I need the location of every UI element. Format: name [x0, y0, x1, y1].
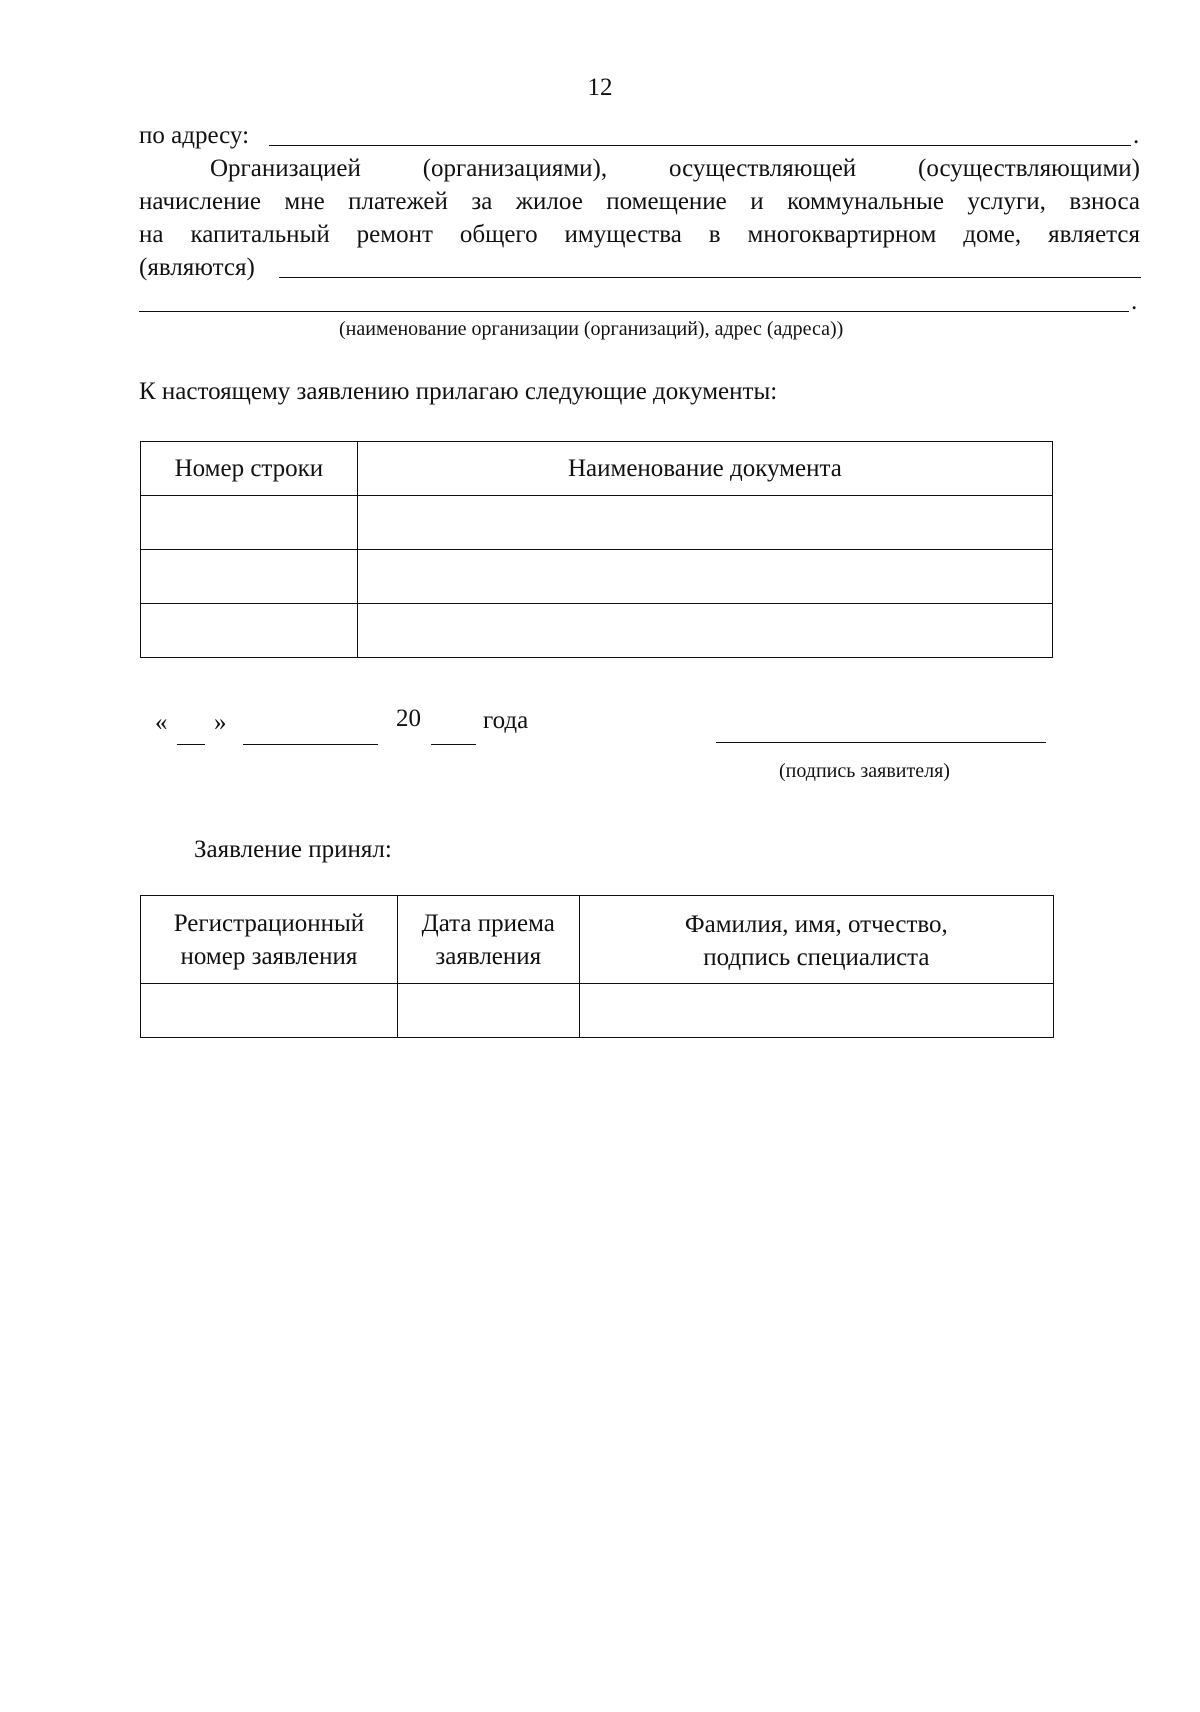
applicant-signature-caption: (подпись заявителя): [779, 760, 950, 782]
row-number-cell[interactable]: [141, 550, 358, 604]
receipt-date-cell[interactable]: [397, 984, 579, 1038]
document-name-cell[interactable]: [357, 496, 1052, 550]
attachments-table: [140, 441, 1053, 658]
org-paragraph-line-3: на капитальный ремонт общего имущества в многоквартирном доме, является: [139, 221, 1140, 248]
date-open-quote: «: [155, 709, 168, 736]
header-registration-number: Регистрационный номер заявления: [141, 896, 398, 984]
table-row: [141, 496, 1053, 550]
date-year-prefix: 20: [396, 705, 421, 732]
document-name-cell[interactable]: [357, 550, 1052, 604]
organization-caption: (наименование организации (организаций), адрес (адреса)): [339, 318, 844, 340]
date-day-line[interactable]: [177, 744, 205, 745]
org-paragraph-line-4: (являются): [139, 254, 255, 281]
header-receipt-date: Дата приема заявления: [397, 896, 579, 984]
organization-fill-line-1[interactable]: [279, 277, 1141, 278]
received-table: [140, 895, 1054, 1038]
applicant-signature-line[interactable]: [716, 742, 1046, 743]
org-paragraph-line-2: начисление мне платежей за жилое помещение и коммунальные услуги, взноса: [139, 188, 1140, 215]
header-specialist-name-signature: Фамилия, имя, отчество, подпись специалиста: [579, 896, 1053, 984]
registration-number-cell[interactable]: [141, 984, 398, 1038]
page-number: 12: [587, 74, 613, 101]
attachments-intro: К настоящему заявлению прилагаю следующие документы:: [139, 378, 778, 405]
date-year-word: года: [483, 707, 529, 734]
date-month-line[interactable]: [243, 744, 378, 745]
received-header-row: [141, 896, 1054, 984]
organization-fill-line-2[interactable]: [139, 311, 1129, 312]
address-fill-line[interactable]: [269, 145, 1131, 146]
row-number-cell[interactable]: [141, 496, 358, 550]
table-row: [141, 550, 1053, 604]
table-row: [141, 604, 1053, 658]
specialist-cell[interactable]: [579, 984, 1053, 1038]
attachments-header-row: [141, 442, 1053, 496]
org-paragraph-line-1: Организацией (организациями), осуществляющей (осуществляющими): [210, 155, 1140, 182]
header-document-name: Наименование документа: [357, 442, 1052, 496]
organization-end-dot: .: [1131, 288, 1138, 315]
received-label: Заявление принял:: [194, 836, 392, 863]
date-year-line[interactable]: [431, 744, 476, 745]
table-row: [141, 984, 1054, 1038]
address-end-dot: .: [1133, 122, 1140, 149]
row-number-cell[interactable]: [141, 604, 358, 658]
date-close-quote: »: [214, 709, 227, 736]
header-row-number: Номер строки: [141, 442, 358, 496]
address-label: по адресу:: [139, 122, 250, 149]
document-name-cell[interactable]: [357, 604, 1052, 658]
